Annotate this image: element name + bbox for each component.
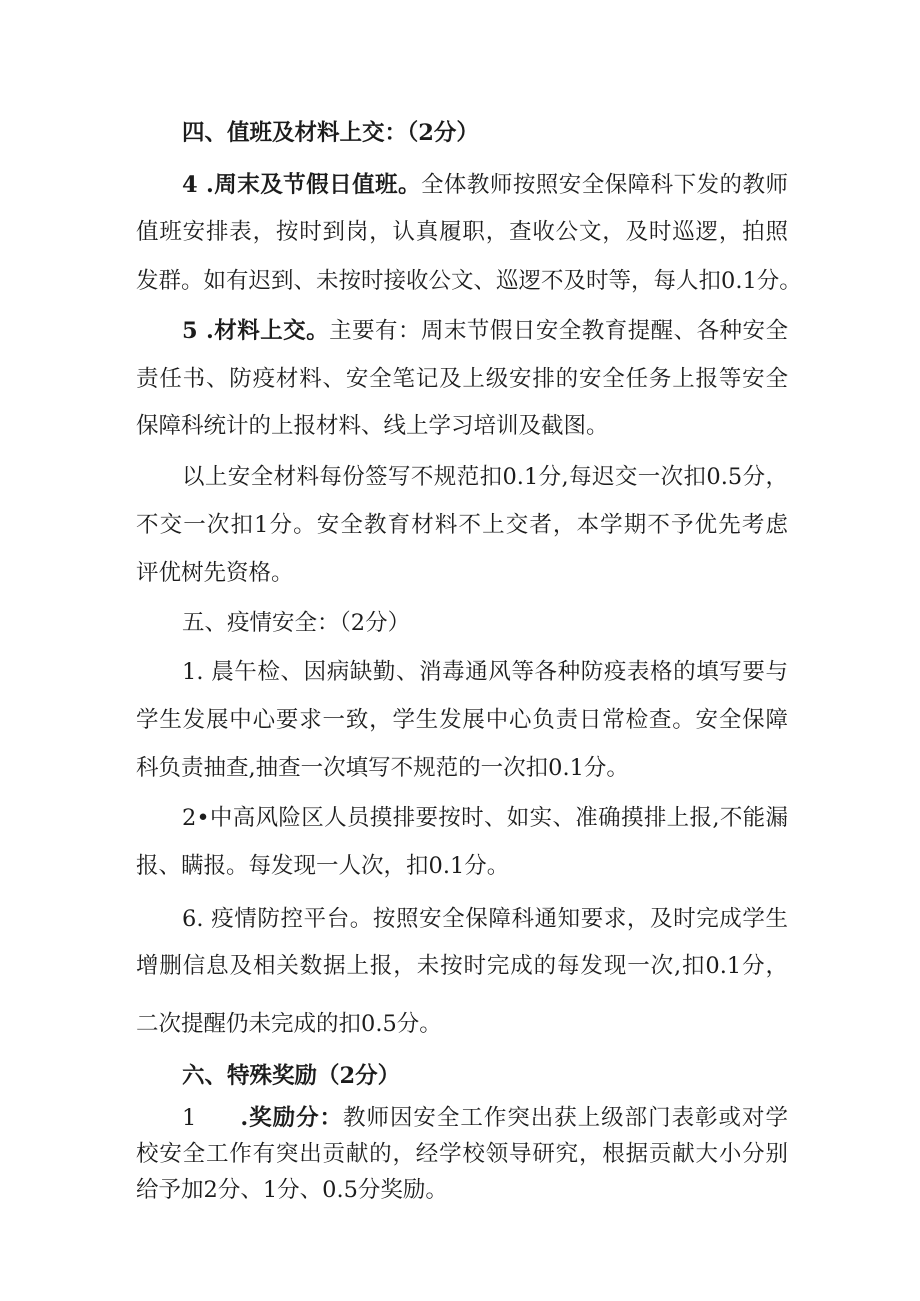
section-6-heading: 六、特殊奖励（2分）: [182, 1063, 401, 1089]
epidemic-1-line-3: 科负责抽查,抽查一次填写不规范的一次扣0.1分。: [136, 755, 629, 781]
epidemic-6-line-2: 增删信息及相关数据上报，未按时完成的每发现一次,扣0.1分，: [136, 953, 788, 979]
section-4-heading: 四、值班及材料上交：（2分）: [182, 120, 479, 146]
item-5-line-1: [182, 316, 788, 346]
item-4-text: 全体教师按照安全保障科下发的教师: [420, 172, 788, 198]
epidemic-1-line-1: 1. 晨午检、因病缺勤、消毒通风等各种防疫表格的填写要与: [182, 659, 788, 685]
epidemic-2-line-1: 2•中高风险区人员摸排要按时、如实、准确摸排上报,不能漏: [182, 805, 788, 831]
epidemic-6-line-1: 6. 疫情防控平台。按照安全保障科通知要求，及时完成学生: [182, 906, 788, 932]
item-5-line-3: 保障科统计的上报材料、线上学习培训及截图。: [136, 413, 609, 439]
item-5-line-2: 责任书、防疫材料、安全笔记及上级安排的安全任务上报等安全: [136, 366, 788, 392]
reward-1-text: 教师因安全工作突出获上级部门表彰或对学: [343, 1105, 788, 1131]
note-line-1: 以上安全材料每份签写不规范扣0.1分,每迟交一次扣0.5分，: [182, 464, 788, 490]
reward-1-line-2: 校安全工作有突出贡献的，经学校领导研究，根据贡献大小分别: [136, 1141, 788, 1167]
item-4-title: 4 .周末及节假日值班。: [182, 172, 421, 198]
epidemic-2-line-2: 报、瞒报。每发现一人次，扣0.1分。: [136, 853, 510, 879]
epidemic-6-line-3: 二次提醒仍未完成的扣0.5分。: [136, 1011, 442, 1037]
item-4-line-2: 值班安排表，按时到岗，认真履职，查收公文，及时巡逻，拍照: [136, 219, 788, 245]
reward-1-line-1: [182, 1103, 788, 1133]
epidemic-1-line-2: 学生发展中心要求一致，学生发展中心负责日常检查。安全保障: [136, 707, 788, 733]
note-line-3: 评优树先资格。: [136, 560, 294, 586]
item-5-text: 主要有：周末节假日安全教育提醒、各种安全: [329, 318, 788, 344]
item-5-title: 5 .材料上交。: [182, 318, 330, 344]
item-4-line-1: [182, 170, 788, 200]
reward-1-number: 1: [182, 1105, 197, 1131]
note-line-2: 不交一次扣1分。安全教育材料不上交者，本学期不予优先考虑: [136, 512, 788, 538]
reward-1-title: .奖励分：: [240, 1105, 344, 1131]
reward-1-line-3: 给予加2分、1分、0.5分奖励。: [136, 1177, 448, 1203]
section-5-heading: 五、疫情安全：（2分）: [182, 610, 411, 636]
item-4-line-3: 发群。如有迟到、未按时接收公文、巡逻不及时等，每人扣0.1分。: [136, 268, 802, 294]
